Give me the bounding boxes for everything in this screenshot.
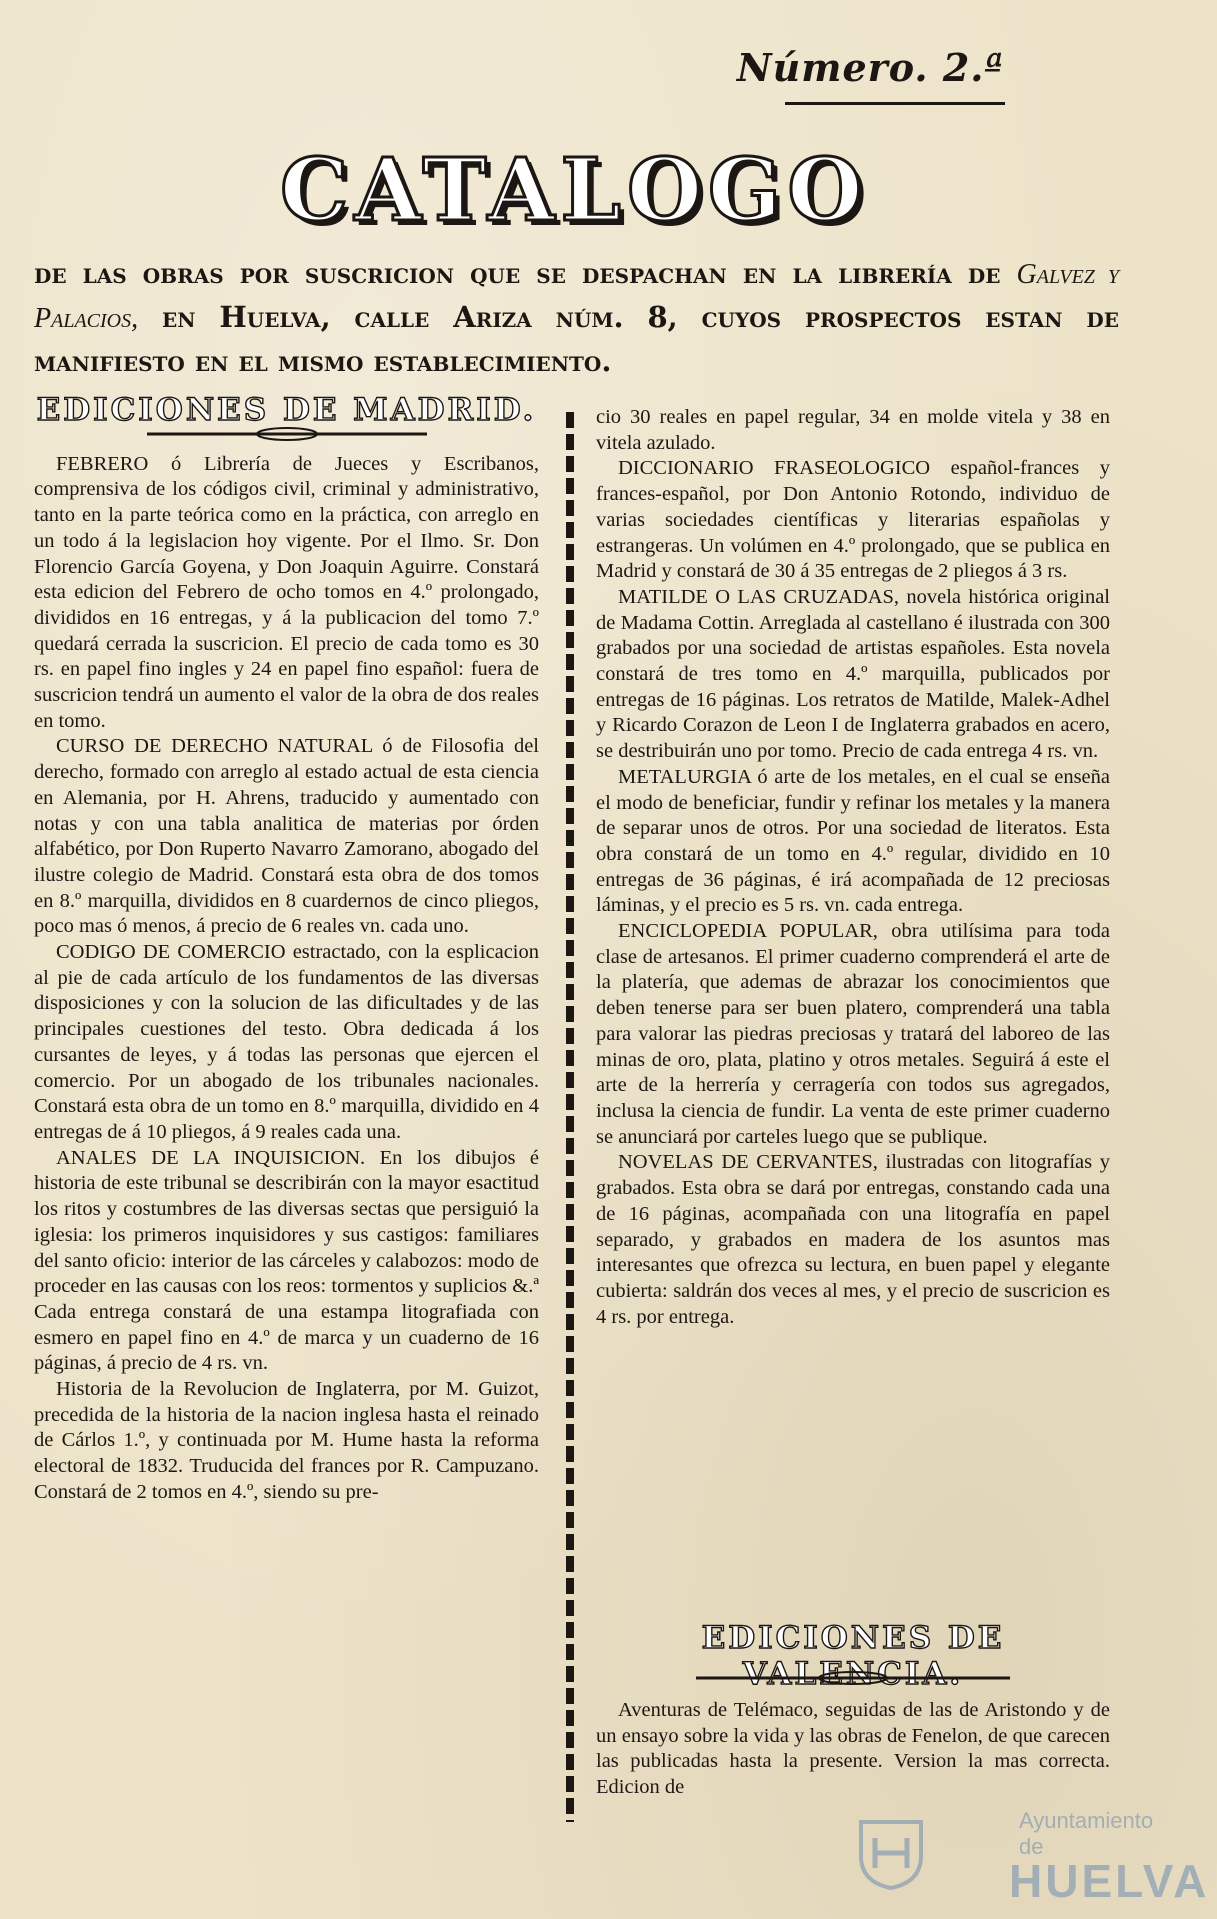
masthead-title: CATALOGO xyxy=(280,140,869,241)
catalog-subtitle xyxy=(34,252,1119,382)
watermark-line2: HUELVA xyxy=(1009,1855,1210,1907)
entry-anales-inquisicion: ANALES DE LA INQUISICION. En los dibujos é historia de este tribunal se describirán con la mayor esactitud los ritos y costumbres de las diversas sectas que persiguió la iglesia: los primeros inquisidores y sus castigos: familiares del santo oficio: interior de las cárceles y calabozos: modo de proceder en las causas con los reos: tormentos y suplicios &.ª Cada entrega constará de una estampa litografiada con esmero en papel fino en 4.º de marca y un cuaderno de 16 páginas, á precio de 4 rs. vn. xyxy=(34,1146,539,1375)
entry-novelas-cervantes: NOVELAS DE CERVANTES, ilustradas con litografías y grabados. Esta obra se dará por entregas, constando cada una de 16 páginas, acompañada con una litografía en papel separado, y grabados en madera de los asuntos mas interesantes que ofrezca su lectura, en buen papel y elegante cubierta: saldrán dos veces al mes, y el precio de suscricion es 4 rs. por entrega. xyxy=(596,1151,1110,1328)
watermark-line1: Ayuntamiento de xyxy=(1019,1808,1154,1859)
subtitle-part2: en Huelva, calle Ariza núm. 8, cuyos prospectos estan de manifiesto en el mismo establecimiento. xyxy=(34,300,1119,378)
entry-continuation: cio 30 reales en papel regular, 34 en molde vitela y 38 en vitela azulado. xyxy=(596,406,1110,454)
issue-number-rule xyxy=(785,102,1005,105)
entry-matilde: MATILDE O LAS CRUZADAS, novela histórica original de Madama Cottin. Arreglada al castellano é ilustrada con 300 grabados por una sociedad de artistas españoles. Esta novela constará de tres tomo en 4.º marquilla, publicados por entregas de 16 páginas. Los retratos de Matilde, Malek-Adhel y Ricardo Corazon de Leon I de Inglaterra grabados en acero, se destribuirán uno por tomo. Precio de cada entrega 4 rs. vn. xyxy=(596,585,1110,763)
bookshop-name: Galvez y Palacios, xyxy=(34,259,1119,334)
entry-diccionario: DICCIONARIO FRASEOLOGICO español-frances y frances-español, por Don Antonio Rotondo, individuo de varias sociedades científicas y literarias españolas y estrangeras. Un volúmen en 4.º prolongado, que se publica en Madrid y constará de 30 á 35 entregas de 2 pliegos á 3 rs. xyxy=(596,457,1110,583)
entry-derecho-natural: CURSO DE DERECHO NATURAL ó de Filosofia del derecho, formado con arreglo al estado actual de esta ciencia en Alemania, por H. Ahrens, traducido y aumentado con notas y con una tabla analitica de materias por órden alfabético, por Don Ruperto Navarro Zamorano, abogado del ilustre colegio de Madrid. Constará esta obra de dos tomos en 8.º marquilla, divididos en 8 cuardernos de cinco pliegos, poco mas ó menos, á precio de 6 reales vn. cada uno. xyxy=(34,735,539,938)
valencia-heading: EDICIONES DE VALENCIA. xyxy=(701,1620,1005,1692)
entry-telemaco: Aventuras de Telémaco, seguidas de las de Aristondo y de un ensayo sobre la vida y las obras de Fenelon, de que carecen las publicadas hasta la presente. Version la mas correcta. Edicion de xyxy=(596,1699,1110,1799)
subtitle-part1: de las obras por suscricion que se despachan en la librería de xyxy=(34,256,1001,290)
valencia-ornament xyxy=(596,1668,1110,1690)
right-column xyxy=(596,405,1110,1330)
madrid-heading: EDICIONES DE MADRID. xyxy=(36,392,537,428)
entry-febrero: FEBRERO ó Librería de Jueces y Escribanos, comprensiva de los códigos civil, criminal y administrativo, tanto en la parte teórica como en la práctica, con arreglo en un todo á la legislacion hoy vigente. Por el Ilmo. Sr. Don Florencio García Goyena, y Don Joaquin Aguirre. Constará esta edicion del Febrero de ocho tomos en 4.º prolongado, divididos en 16 entregas, y á la publicacion del tomo 7.º quedará cerrada la suscricion. El precio de cada tomo es 30 rs. en papel fino ingles y 24 en papel fino español: fuera de suscricion tendrá un aumento el valor de la obra de dos reales en tomo. xyxy=(34,452,539,732)
valencia-body xyxy=(596,1698,1110,1801)
left-column xyxy=(34,392,539,1506)
entry-codigo-comercio: CODIGO DE COMERCIO estractado, con la esplicacion al pie de cada artículo de los fundamentos de las diversas disposiciones y con la solucion de las dificultades y de las principales cuestiones del testo. Obra dedicada á los cursantes de leyes, y á todas las personas que ejercen el comercio. Por un abogado de los tribunales nacionales. Constará esta obra de un tomo en 8.º marquilla, dividido en 4 entregas de á 10 pliegos, á 9 reales cada una. xyxy=(34,941,539,1143)
entry-metalurgia: METALURGIA ó arte de los metales, en el cual se enseña el modo de beneficiar, fundir y refinar los metales y la manera de separar unos de otros. Por una sociedad de literatos. Esta obra constará de un tomo en 4.º regular, dividido en 10 entregas de 36 páginas, é irá acompañada de 12 preciosas láminas, y el precio es 5 rs. vn. cada entrega. xyxy=(596,765,1110,917)
entry-revolucion-inglaterra: Historia de la Revolucion de Inglaterra, por M. Guizot, precedida de la historia de la nacion inglesa hasta el reinado de Cárlos 1.º, y continuada por M. Hume hasta la reforma electoral de 1832. Truducida del frances por R. Campuzano. Constará de 2 tomos en 4.º, siendo su pre- xyxy=(34,1378,539,1503)
entry-enciclopedia: ENCICLOPEDIA POPULAR, obra utilísima para toda clase de artesanos. El primer cuaderno comprenderá el arte de la platería, que ademas de abrazar los conocimientos que deben tenerse para ser buen platero, comprenderá una tabla para valorar las piedras preciosas y tratará del laboreo de las minas de oro, plata, platino y otros metales. Seguirá á este el arte de la herrería y cerragería con todos sus agregados, inclusa la ciencia de fundir. La venta de este primer cuaderno se anunciará por carteles luego que se publique. xyxy=(596,920,1110,1148)
issue-number: Número. 2.ª xyxy=(736,45,1004,90)
archive-watermark xyxy=(899,1808,1210,1908)
column-divider xyxy=(566,412,574,1822)
